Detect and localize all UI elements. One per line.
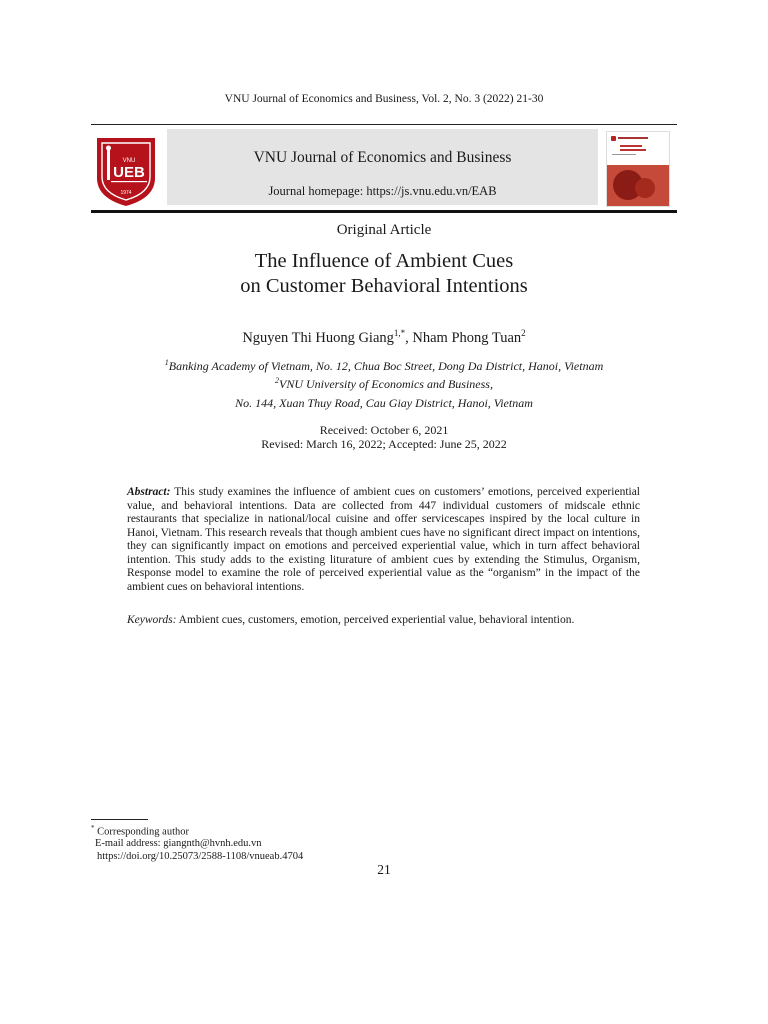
author-list xyxy=(0,328,768,347)
footnote-corr-text: Corresponding author xyxy=(97,826,189,838)
footnote-corresponding-author xyxy=(91,824,189,838)
keywords xyxy=(127,614,640,626)
received-date: Received: October 6, 2021 xyxy=(319,423,449,437)
journal-cover-thumbnail xyxy=(606,131,670,207)
author-2: Nham Phong Tuan xyxy=(412,329,522,346)
footnote-rule xyxy=(91,819,148,820)
affiliation-2 xyxy=(0,376,768,392)
affiliation-2-line-2: No. 144, Xuan Thuy Road, Cau Giay District, Hanoi, Vietnam xyxy=(235,396,533,410)
header-rule-bottom xyxy=(91,210,677,213)
author-separator: , xyxy=(405,329,413,346)
author-2-affiliation-mark: 2 xyxy=(521,328,526,338)
paper-title-line-1: The Influence of Ambient Cues xyxy=(254,250,514,272)
author-1-affiliation-mark: 1,* xyxy=(393,328,406,338)
journal-title: VNU Journal of Economics and Business xyxy=(253,149,512,166)
paper-title xyxy=(0,249,768,299)
header-rule-top xyxy=(91,124,677,125)
author-1: Nguyen Thi Huong Giang xyxy=(242,329,394,346)
footnote-mark: * xyxy=(91,824,95,832)
keywords-label: Keywords: xyxy=(127,614,177,626)
affiliation-1-text: Banking Academy of Vietnam, No. 12, Chua Boc Street, Dong Da District, Hanoi, Vietnam xyxy=(168,359,604,373)
revised-accepted-dates: Revised: March 16, 2022; Accepted: June 25, 2022 xyxy=(261,437,507,451)
paper-title-line-2: on Customer Behavioral Intentions xyxy=(240,275,528,297)
article-type: Original Article xyxy=(336,222,432,238)
ueb-logo xyxy=(93,132,159,208)
affiliation-2-mark: 2 xyxy=(275,376,279,385)
keywords-text: Ambient cues, customers, emotion, perceived experiential value, behavioral intention. xyxy=(178,614,575,626)
journal-homepage-link[interactable]: Journal homepage: https://js.vnu.edu.vn/EAB xyxy=(268,184,497,198)
abstract-text: This study examines the influence of ambient cues on customers’ emotions, perceived experiential value, and behavioral intentions. Data are collected from 447 individual customers of midscale ethnic restaurants that specialize in national/local cuisine and offer servicescapes inspired by the local culture in Hanoi, Vietnam. This research reveals that though ambient cues have no significant direct impact on intentions, they can significantly impact on emotions and perceived experiential value, which in turn affect behavioral intention. This study adds to the existing liturature of ambient cues by extending the Stimulus, Organism, Response model to examine the role of perceived experiential value as the “organism” in the impact of the ambient cues on behavioral intentions. xyxy=(127,486,641,593)
footnote-email[interactable]: E-mail address: giangnth@hvnh.edu.vn xyxy=(95,838,262,849)
running-head: VNU Journal of Economics and Business, Vol. 2, No. 3 (2022) 21-30 xyxy=(224,93,544,105)
affiliation-2-line-1: VNU University of Economics and Business, xyxy=(279,377,493,391)
abstract-label: Abstract: xyxy=(127,486,171,498)
journal-banner xyxy=(167,129,598,205)
affiliation-1-mark: 1 xyxy=(164,358,169,367)
footnote-doi-link[interactable]: https://doi.org/10.25073/2588-1108/vnueab.4704 xyxy=(97,851,304,862)
page-number: 21 xyxy=(377,862,391,877)
abstract xyxy=(127,486,640,594)
logo-small-text: VNU xyxy=(122,158,136,164)
affiliation-1 xyxy=(0,358,768,374)
logo-monogram: UEB xyxy=(113,164,145,181)
ueb-shield-icon xyxy=(93,132,159,208)
logo-year: 1974 xyxy=(120,190,132,196)
